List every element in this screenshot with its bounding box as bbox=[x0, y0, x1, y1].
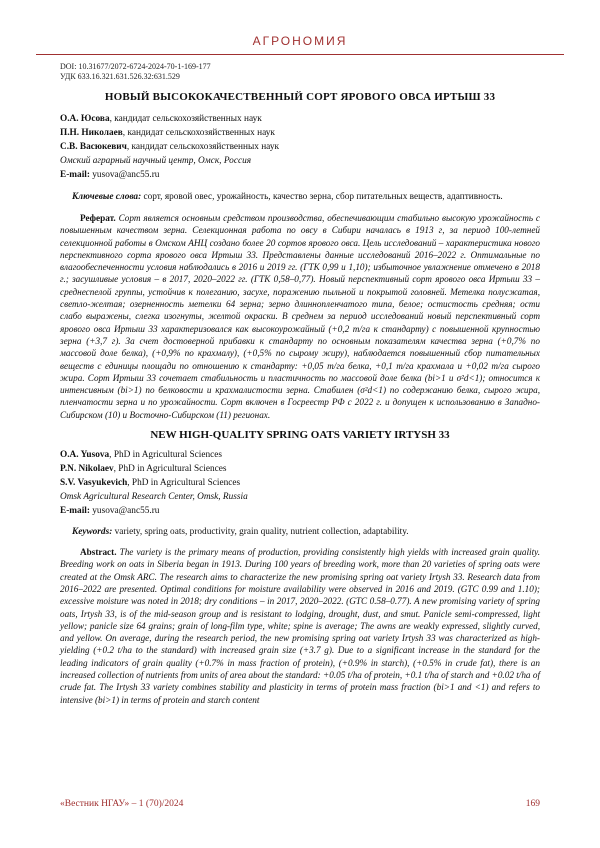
abstract-label: Abstract. bbox=[80, 547, 117, 558]
abstract-text: Сорт является основным средством производства, обеспечивающим стабильно высокую урожайность с повышенным качеством зерна. Селекционная работа по овсу в Сибири началась в 1913 г, за период 100-летней селекционной работы в Омском АНЦ создано более 20 сортов ярового овса. Цель исследований – характеристика нового перспективного сорта ярового овса Иртыш 33. Представлены данные исследований 2016–2022 г. Оптимальные по влагообеспеченности условия наблюдались в 2016 и 2019 гг. (ГТК 0,99 и 1,10); избыточное увлажнение отмечено в 2018 г.; засушливые условия – в 2017, 2020–2022 гг. (ГТК 0,58–0,77). Новый перспективный сорт ярового овса Иртыш 33 – среднеспелой группы, устойчив к полеганию, засухе, поражению пыльной и покрытой головней. Метелка полусжатая, светло-желтая; озерненность метелки 64 зерна; зерно длиннопленчатого типа, белое; остистость средняя; ости слабо выражены, слегка изогнуты, желтой окраски. В среднем за период исследований новый перспективный сорт ярового овса Иртыш 33 характеризовался как высокоурожайный (+0,2 т/га к стандарту) с повышенной крупностью зерна (+3,7 г). За счет достоверной прибавки к стандарту по основным показателям качества зерна (+0,7% по массовой доле белка), (+0,9% по крахмалу), (+0,5% по сырому жиру), наблюдается повышенный сбор питательных веществ с единицы площади по отношению к стандарту: +0,05 т/га белка, +0,1 т/га крахмала и +0,02 т/га сырого жира. Сорт Иртыш 33 сочетает стабильность и пластичность по массовой доле белка (bi>1 и σ²d<1); относится к интенсивным (bi>1) по белковости и крахмалистости зерна. Стабилен (σ²d<1) по содержанию белка, сырого жира, пленчатости зерна и по урожайности. Сорт включен в Госреестр РФ с 2022 г. и допущен к использованию в Западно-Сибирском (10) и Восточно-Сибирском (11) регионах. bbox=[60, 213, 540, 420]
author-ru-3 bbox=[60, 140, 540, 154]
email-label: E-mail: bbox=[60, 506, 90, 517]
author-ru-2 bbox=[60, 126, 540, 140]
author-name: С.В. Васюкевич bbox=[60, 142, 127, 152]
author-degree: , PhD in Agricultural Sciences bbox=[127, 478, 241, 489]
page-number: 169 bbox=[525, 799, 540, 809]
author-degree: , PhD in Agricultural Sciences bbox=[113, 464, 227, 475]
email-address[interactable]: yusova@anc55.ru bbox=[89, 170, 160, 180]
author-degree: , PhD in Agricultural Sciences bbox=[109, 450, 223, 461]
header-divider bbox=[36, 54, 564, 55]
author-degree: , кандидат сельскохозяйственных наук bbox=[122, 128, 275, 138]
abstract-ru bbox=[60, 212, 540, 421]
email-label: E-mail: bbox=[60, 170, 90, 180]
organization-ru: Омский аграрный научный центр, Омск, Россия bbox=[60, 156, 252, 166]
email-address[interactable]: yusova@anc55.ru bbox=[89, 506, 160, 517]
article-title-ru: НОВЫЙ ВЫСОКОКАЧЕСТВЕННЫЙ СОРТ ЯРОВОГО ОВСА ИРТЫШ 33 bbox=[104, 91, 496, 103]
keywords-text: variety, spring oats, productivity, grain quality, nutrient collection, adaptability. bbox=[112, 527, 409, 538]
keywords-en bbox=[60, 526, 540, 538]
email-en bbox=[60, 504, 540, 518]
abstract-label: Реферат. bbox=[80, 213, 116, 223]
author-name: S.V. Vasyukevich bbox=[60, 478, 128, 489]
udk: УДК 633.16.321.631.526.32:631.529 bbox=[60, 72, 180, 81]
author-ru-1 bbox=[60, 112, 540, 126]
page-header bbox=[0, 0, 600, 58]
author-degree: , кандидат сельскохозяйственных наук bbox=[109, 114, 262, 124]
author-en-1 bbox=[60, 448, 540, 462]
email-ru bbox=[60, 168, 540, 182]
article-body bbox=[60, 62, 540, 705]
author-en-2 bbox=[60, 462, 540, 476]
authors-ru bbox=[60, 112, 540, 182]
section-title: АГРОНОМИЯ bbox=[252, 34, 348, 48]
keywords-ru bbox=[60, 191, 540, 203]
page-footer bbox=[60, 799, 540, 813]
author-en-3 bbox=[60, 476, 540, 490]
author-name: П.Н. Николаев bbox=[60, 128, 123, 138]
doi: DOI: 10.31677/2072-6724-2024-70-1-169-177 bbox=[60, 62, 211, 71]
abstract-text: The variety is the primary means of production, providing consistently high yields with increased grain quality. Breeding work on oats in Siberia began in 1913. During 100 years of breeding work, more than 20 varieties of spring oats were created at the Omsk ARC. The research aims to characterize the new promising spring oat variety Irtysh 33. Research data from 2016–2022 are presented. Optimal conditions for moisture availability were observed in 2016 and 2019. (GTC 0.99 and 1.10); excessive moisture was noted in 2018; dry conditions – in 2017, 2020–2022. (GTC 0.58–0.77). A new promising variety of spring oats, Irtysh 33, is of the mid-season group and is resistant to lodging, drought, dust, and smut. Panicle semi-compressed, light yellow; panicle size 64 grains; grain of long-film type, white; spine is average; The awns are weakly expressed, slightly curved, and yellow. On average, during the research period, the new promising spring oat variety Irtysh 33 was characterized as high-yielding (+0.2 t/ha to the standard) with increased grain size (+3.7 g). Due to a significant increase in the standard for the leading indicators of grain quality (+0.7% in mass fraction of protein), (+0.9% in starch), (+0.5% in crude fat), there is an increased collection of nutrients from units of area about the standard: +0.05 t/ha of protein, +0.1 t/ha of starch and +0.02 t/ha of crude fat. The Irtysh 33 variety combines stability and plasticity in terms of protein mass fraction (bi>1 and <1) and refers to intensive (bi>1) in terms of protein and starch content bbox=[60, 547, 540, 705]
keywords-text: сорт, яровой овес, урожайность, качество зерна, сбор питательных веществ, адаптивность. bbox=[141, 192, 503, 202]
keywords-label: Ключевые слова: bbox=[72, 192, 142, 202]
authors-en bbox=[60, 448, 540, 518]
keywords-label: Keywords: bbox=[72, 527, 113, 538]
abstract-en bbox=[60, 546, 540, 705]
organization-en: Omsk Agricultural Research Center, Omsk, Russia bbox=[60, 492, 248, 503]
journal-citation: «Вестник НГАУ» – 1 (70)/2024 bbox=[60, 799, 184, 809]
author-name: О.А. Юсова bbox=[60, 114, 110, 124]
author-name: P.N. Nikolaev bbox=[60, 464, 114, 475]
article-title-en: NEW HIGH-QUALITY SPRING OATS VARIETY IRTYSH 33 bbox=[150, 429, 450, 442]
author-degree: , кандидат сельскохозяйственных наук bbox=[126, 142, 279, 152]
author-name: O.A. Yusova bbox=[60, 450, 110, 461]
